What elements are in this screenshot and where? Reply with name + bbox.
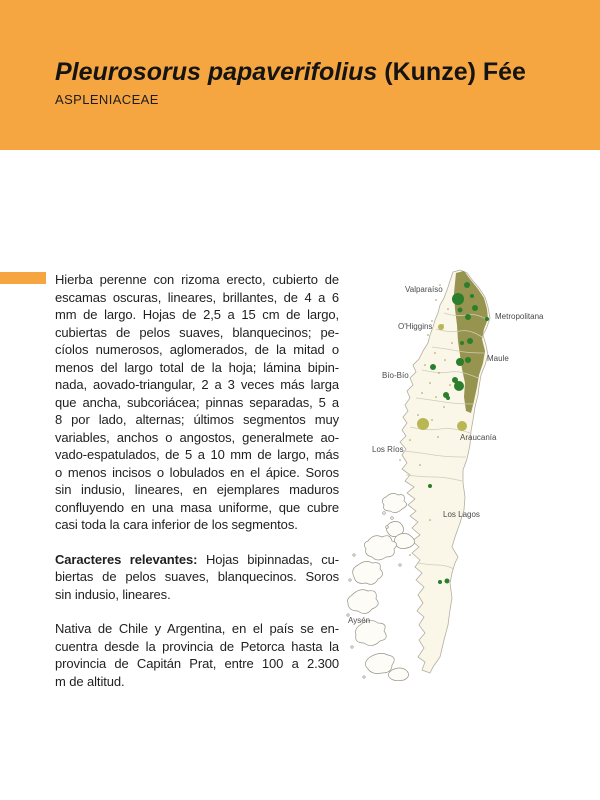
paragraph [55, 271, 339, 534]
text-line: Hierba perenne con rizoma erecto, cubierto de [55, 272, 339, 287]
map-label-valparaiso: Valparaíso [405, 285, 443, 294]
paragraph [55, 620, 339, 690]
map-label-maule: Maule [487, 354, 509, 363]
text-line: menos del largo total de la hoja; lámina bipin- [55, 359, 339, 375]
chile-map-svg [340, 265, 580, 685]
map-label-losrios: Los Ríos [372, 445, 404, 454]
species-authority: (Kunze) Fée [377, 58, 526, 86]
text-line: provincia de Capitán Prat, entre 100 a 2.300 [55, 656, 339, 671]
text-line: Caracteres relevantes: Hojas bipinnadas, cu- [55, 551, 339, 567]
text-line: cuentra desde la provincia de Petorca hasta la [55, 638, 339, 654]
species-name-italic: Pleurosorus papaverifolius [55, 58, 378, 86]
map-label-aysen: Aysén [348, 616, 371, 625]
text-line: cubiertas de pelos suaves, blanquecinos; pe- [55, 324, 339, 340]
distribution-map [340, 265, 580, 685]
fjord-islands [347, 493, 415, 680]
title-block [55, 57, 526, 107]
map-label-biobio: Bío-Bío [382, 371, 409, 380]
text-line: biertas de pelos suaves, blanquecinos. Soros [55, 569, 339, 584]
text-line: cíolos numerosos, aglomerados, de la mitad o [55, 342, 339, 357]
paragraph [55, 551, 339, 604]
text-line: m de altitud. [55, 673, 125, 689]
species-title [55, 57, 526, 87]
text-line: 8 por lado, alternas; últimos segmentos muy [55, 412, 339, 427]
orange-paragraph-tab [0, 272, 46, 284]
map-label-loslagos: Los Lagos [443, 510, 480, 519]
text-line: Nativa de Chile y Argentina, en el país se en- [55, 621, 339, 636]
text-line: variables, anchos o angostos, generalmete ao- [55, 429, 339, 445]
text-line: casi toda la cara inferior de los segmentos. [55, 517, 298, 532]
text-line: o menos incisos o lobulados en el ápice. Soros [55, 464, 339, 480]
text-line: vado-espatulados, de 5 a 10 mm de largo, más [55, 447, 339, 462]
map-label-metropolitana: Metropolitana [495, 312, 544, 321]
text-line: mm de largo. Hojas de 2,5 a 15 cm de largo, [55, 307, 339, 322]
text-line: que ancha, subcoriácea; pinnas separadas, 5 a [55, 394, 339, 410]
text-line: nada, aovado-triangular, 2 a 3 veces más larga [55, 377, 339, 392]
text-line: escamas oscuras, lineares, brillantes, de 4 a 6 [55, 289, 339, 305]
orange-header-band [0, 0, 600, 150]
text-line: confluyendo en una masa uniforme, que cubre [55, 499, 339, 515]
text-line: sin indusio, lineares. [55, 586, 171, 602]
map-label-ohiggins: O'Higgins [398, 322, 433, 331]
map-label-araucania: Araucanía [460, 433, 497, 442]
description-text [55, 271, 339, 707]
text-line: sin indusio, lineares, en ejemplares maduros [55, 482, 339, 497]
family-name: ASPLENIACEAE [55, 92, 159, 107]
